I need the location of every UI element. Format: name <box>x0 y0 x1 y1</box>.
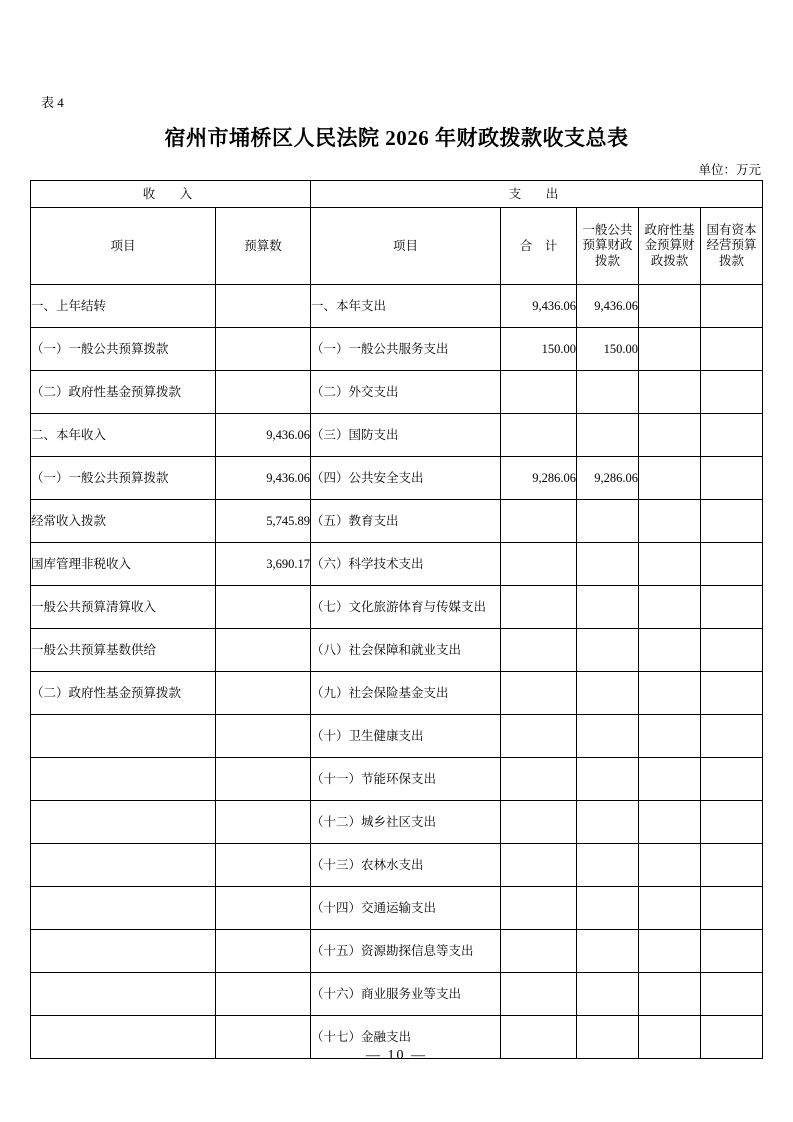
cell-income-item: （一）一般公共预算拨款 <box>31 328 216 371</box>
column-header-gov-fund-budget: 政府性基金预算财政拨款 <box>639 208 701 285</box>
cell-income-budget <box>216 586 311 629</box>
table-group-header-row <box>31 181 763 208</box>
cell-state-capital-budget <box>701 414 763 457</box>
cell-total <box>501 973 577 1016</box>
cell-income-budget <box>216 844 311 887</box>
cell-gov-fund-budget <box>639 285 701 328</box>
cell-general-public-budget <box>577 543 639 586</box>
cell-gov-fund-budget <box>639 887 701 930</box>
column-header-state-capital-budget: 国有资本经营预算拨款 <box>701 208 763 285</box>
table-row <box>31 586 763 629</box>
cell-state-capital-budget <box>701 285 763 328</box>
cell-expense-item: （五）教育支出 <box>311 500 501 543</box>
cell-income-budget <box>216 371 311 414</box>
cell-income-item <box>31 801 216 844</box>
cell-expense-item: （十四）交通运输支出 <box>311 887 501 930</box>
cell-total <box>501 715 577 758</box>
cell-income-item <box>31 844 216 887</box>
cell-income-item: 二、本年收入 <box>31 414 216 457</box>
table-row <box>31 543 763 586</box>
column-header-general-public-budget: 一般公共预算财政拨款 <box>577 208 639 285</box>
column-header-expense-item: 项目 <box>311 208 501 285</box>
cell-income-budget <box>216 672 311 715</box>
cell-gov-fund-budget <box>639 715 701 758</box>
cell-general-public-budget <box>577 586 639 629</box>
cell-gov-fund-budget <box>639 328 701 371</box>
cell-income-item <box>31 715 216 758</box>
cell-general-public-budget <box>577 887 639 930</box>
cell-income-budget <box>216 887 311 930</box>
cell-income-item: 国库管理非税收入 <box>31 543 216 586</box>
cell-state-capital-budget <box>701 930 763 973</box>
cell-income-budget <box>216 715 311 758</box>
cell-gov-fund-budget <box>639 414 701 457</box>
cell-expense-item: 一、本年支出 <box>311 285 501 328</box>
cell-income-budget: 9,436.06 <box>216 414 311 457</box>
table-row <box>31 500 763 543</box>
cell-gov-fund-budget <box>639 672 701 715</box>
cell-total <box>501 586 577 629</box>
cell-income-budget <box>216 328 311 371</box>
cell-income-item <box>31 758 216 801</box>
cell-income-item: （二）政府性基金预算拨款 <box>31 672 216 715</box>
group-header-expense: 支 出 <box>311 181 763 208</box>
cell-expense-item: （十七）金融支出 <box>311 1016 501 1059</box>
cell-general-public-budget <box>577 414 639 457</box>
budget-table-container <box>30 180 762 1059</box>
cell-total <box>501 844 577 887</box>
cell-state-capital-budget <box>701 844 763 887</box>
cell-general-public-budget <box>577 500 639 543</box>
page-title: 宿州市埇桥区人民法院 2026 年财政拨款收支总表 <box>164 126 629 150</box>
cell-expense-item: （八）社会保障和就业支出 <box>311 629 501 672</box>
cell-general-public-budget <box>577 801 639 844</box>
cell-expense-item: （十一）节能环保支出 <box>311 758 501 801</box>
group-header-income: 收 入 <box>31 181 311 208</box>
cell-total <box>501 414 577 457</box>
table-row <box>31 328 763 371</box>
cell-expense-item: （四）公共安全支出 <box>311 457 501 500</box>
cell-income-item: （一）一般公共预算拨款 <box>31 457 216 500</box>
budget-table <box>30 180 763 1059</box>
cell-gov-fund-budget <box>639 457 701 500</box>
cell-general-public-budget: 9,436.06 <box>577 285 639 328</box>
cell-state-capital-budget <box>701 586 763 629</box>
table-row <box>31 629 763 672</box>
page-number: — 10 — <box>366 1048 427 1063</box>
table-row <box>31 887 763 930</box>
cell-state-capital-budget <box>701 500 763 543</box>
cell-gov-fund-budget <box>639 586 701 629</box>
cell-income-budget <box>216 758 311 801</box>
cell-state-capital-budget <box>701 973 763 1016</box>
cell-expense-item: （十六）商业服务业等支出 <box>311 973 501 1016</box>
cell-state-capital-budget <box>701 758 763 801</box>
column-header-income-budget: 预算数 <box>216 208 311 285</box>
cell-expense-item: （十五）资源勘探信息等支出 <box>311 930 501 973</box>
cell-income-item <box>31 887 216 930</box>
cell-expense-item: （六）科学技术支出 <box>311 543 501 586</box>
column-header-income-item: 项目 <box>31 208 216 285</box>
column-header-total: 合 计 <box>501 208 577 285</box>
cell-general-public-budget <box>577 371 639 414</box>
cell-income-item: 一般公共预算基数供给 <box>31 629 216 672</box>
cell-income-budget <box>216 801 311 844</box>
table-row <box>31 801 763 844</box>
cell-expense-item: （三）国防支出 <box>311 414 501 457</box>
table-column-header-row <box>31 208 763 285</box>
cell-expense-item: （七）文化旅游体育与传媒支出 <box>311 586 501 629</box>
cell-general-public-budget <box>577 672 639 715</box>
cell-expense-item: （十二）城乡社区支出 <box>311 801 501 844</box>
cell-state-capital-budget <box>701 801 763 844</box>
cell-gov-fund-budget <box>639 930 701 973</box>
cell-state-capital-budget <box>701 715 763 758</box>
cell-income-item: 一般公共预算清算收入 <box>31 586 216 629</box>
cell-gov-fund-budget <box>639 543 701 586</box>
cell-general-public-budget: 9,286.06 <box>577 457 639 500</box>
table-row <box>31 930 763 973</box>
cell-gov-fund-budget <box>639 500 701 543</box>
cell-general-public-budget <box>577 973 639 1016</box>
cell-gov-fund-budget <box>639 973 701 1016</box>
cell-total: 150.00 <box>501 328 577 371</box>
cell-expense-item: （十三）农林水支出 <box>311 844 501 887</box>
cell-income-budget <box>216 285 311 328</box>
cell-state-capital-budget <box>701 887 763 930</box>
cell-income-budget: 3,690.17 <box>216 543 311 586</box>
cell-total <box>501 887 577 930</box>
cell-expense-item: （一）一般公共服务支出 <box>311 328 501 371</box>
cell-gov-fund-budget <box>639 844 701 887</box>
unit-note: 单位：万元 <box>698 163 761 177</box>
cell-general-public-budget: 150.00 <box>577 328 639 371</box>
cell-general-public-budget <box>577 930 639 973</box>
cell-total <box>501 500 577 543</box>
cell-total <box>501 758 577 801</box>
table-body <box>31 285 763 1059</box>
cell-gov-fund-budget <box>639 801 701 844</box>
cell-income-budget <box>216 930 311 973</box>
cell-income-item: （二）政府性基金预算拨款 <box>31 371 216 414</box>
cell-expense-item: （十）卫生健康支出 <box>311 715 501 758</box>
cell-total <box>501 371 577 414</box>
cell-expense-item: （九）社会保险基金支出 <box>311 672 501 715</box>
cell-state-capital-budget <box>701 629 763 672</box>
table-row <box>31 414 763 457</box>
cell-total <box>501 629 577 672</box>
table-row <box>31 371 763 414</box>
cell-income-item: 经常收入拨款 <box>31 500 216 543</box>
cell-total: 9,286.06 <box>501 457 577 500</box>
cell-income-budget <box>216 629 311 672</box>
cell-state-capital-budget <box>701 672 763 715</box>
table-row <box>31 715 763 758</box>
cell-expense-item: （二）外交支出 <box>311 371 501 414</box>
cell-income-item <box>31 973 216 1016</box>
table-row <box>31 844 763 887</box>
cell-total <box>501 930 577 973</box>
cell-income-item: 一、上年结转 <box>31 285 216 328</box>
cell-income-item <box>31 930 216 973</box>
cell-total <box>501 543 577 586</box>
cell-general-public-budget <box>577 629 639 672</box>
cell-income-budget: 9,436.06 <box>216 457 311 500</box>
cell-state-capital-budget <box>701 543 763 586</box>
cell-general-public-budget <box>577 758 639 801</box>
cell-general-public-budget <box>577 844 639 887</box>
table-row <box>31 672 763 715</box>
table-row <box>31 457 763 500</box>
table-row <box>31 285 763 328</box>
cell-gov-fund-budget <box>639 629 701 672</box>
cell-income-budget <box>216 973 311 1016</box>
cell-general-public-budget <box>577 715 639 758</box>
cell-state-capital-budget <box>701 371 763 414</box>
cell-gov-fund-budget <box>639 758 701 801</box>
cell-state-capital-budget <box>701 328 763 371</box>
table-row <box>31 973 763 1016</box>
cell-total <box>501 672 577 715</box>
table-label: 表 4 <box>41 95 64 110</box>
cell-total: 9,436.06 <box>501 285 577 328</box>
cell-state-capital-budget <box>701 457 763 500</box>
table-row <box>31 758 763 801</box>
cell-income-budget: 5,745.89 <box>216 500 311 543</box>
cell-total <box>501 801 577 844</box>
cell-gov-fund-budget <box>639 371 701 414</box>
